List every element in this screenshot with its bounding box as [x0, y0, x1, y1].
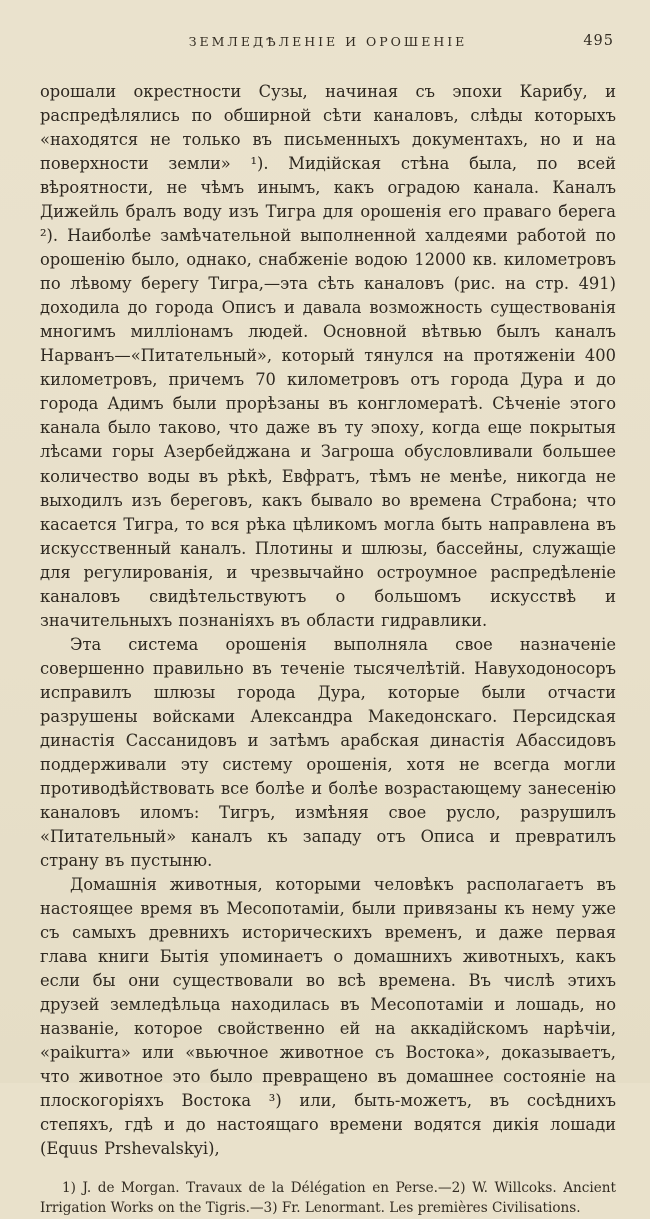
page-body: [40, 80, 616, 1161]
running-title: ЗЕМЛЕДѢЛЕНІЕ И ОРОШЕНІЕ: [188, 34, 468, 49]
footnote: 1) J. de Morgan. Travaux de la Délégation en Perse.—2) W. Willcoks. Ancient Irrigation Works on the Tigris.—3) Fr. Lenormant. Les premières Civilisations.: [40, 1180, 616, 1217]
body-paragraph-1: орошали окрестности Сузы, начиная съ эпохи Карибу, и распредѣлялись по обширной сѣти каналовъ, слѣды которыхъ «находятся не только въ письменныхъ документахъ, но и на поверхности земли» ¹). Мидійская стѣна была, по всей вѣроятности, не чѣмъ инымъ, какъ оградою канала. Каналъ Дижейль бралъ воду изъ Тигра для орошенія его праваго берега ²). Наиболѣе замѣчательной выполненной халдеями работой по орошенію было, однако, снабженіе водою 12000 кв. километровъ по лѣвому берегу Тигра,—эта сѣть каналовъ (рис. на стр. 491) доходила до города Описъ и давала возможность существованія многимъ милліонамъ людей. Основной вѣтвью былъ каналъ Нарванъ—«Питательный», который тянулся на протяженіи 400 километровъ, причемъ 70 километровъ отъ города Дура и до города Адимъ были прорѣзаны въ конгломератѣ. Сѣченіе этого канала было таково, что даже въ ту эпоху, когда еще покрытыя лѣсами горы Азербейджана и Загроша обусловливали большее количество воды въ рѣкѣ, Евфратъ, тѣмъ не менѣе, никогда не выходилъ изъ береговъ, какъ бывало во времена Страбона; что касается Тигра, то вся рѣка цѣликомъ могла быть направлена въ искусственный каналъ. Плотины и шлюзы, бассейны, служащіе для регулированія, и чрезвычайно остроумное распредѣленіе каналовъ свидѣтельствуютъ о большомъ искусствѣ и значительныхъ познаніяхъ въ области гидравлики.: [40, 82, 616, 630]
body-paragraph-3: Домашнія животныя, которыми человѣкъ располагаетъ въ настоящее время въ Месопотаміи, были привязаны къ нему уже съ самыхъ древнихъ историческихъ временъ, и даже первая глава книги Бытія упоминаетъ о домашнихъ животныхъ, какъ если бы они существовали во всѣ времена. Въ числѣ этихъ друзей земледѣльца находилась въ Месопотаміи и лошадь, но названіе, которое свойственно ей на аккадійскомъ нарѣчіи, «paikurra» или «вьючное животное съ Востока», доказываетъ, что животное это было превращено въ домашнее состояніе на плоскогоріяхъ Востока ³) или, быть-можетъ, въ сосѣднихъ степяхъ, гдѣ и до настоящаго времени водятся дикія лошади (Equus Prshevalskyi),: [40, 875, 616, 1159]
body-paragraph-2: Эта система орошенія выполняла свое назначеніе совершенно правильно въ теченіе тысячелѣтій. Навуходоносоръ исправилъ шлюзы города Дура, которые были отчасти разрушены войсками Александра Македонскаго. Персидская династія Сассанидовъ и затѣмъ арабская династія Абассидовъ поддерживали эту систему орошенія, хотя не всегда могли противодѣйствовать все болѣе и болѣе возрастающему занесенію каналовъ иломъ: Тигръ, измѣняя свое русло, разрушилъ «Питательный» каналъ къ западу отъ Описа и превратилъ страну въ пустыню.: [40, 634, 616, 870]
page-header: [40, 34, 616, 54]
page-number: 495: [583, 33, 614, 49]
